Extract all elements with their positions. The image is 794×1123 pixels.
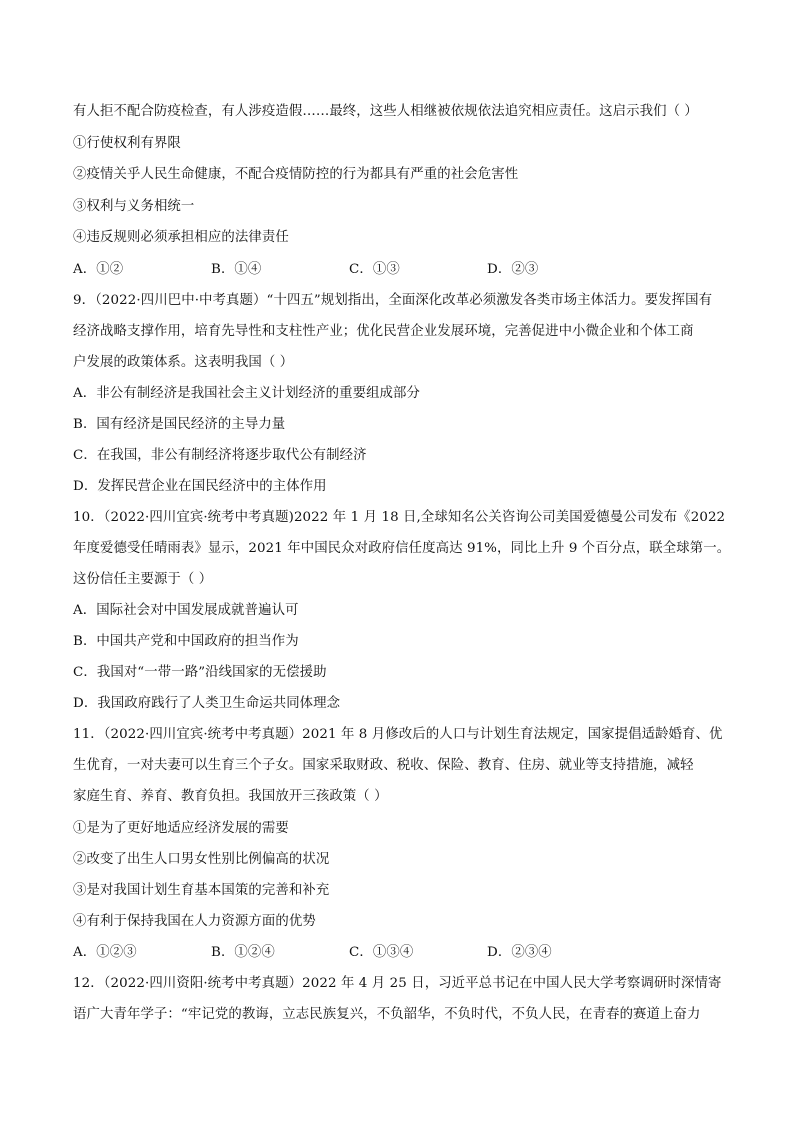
- q11-option-c[interactable]: C．①③④: [349, 945, 414, 960]
- q8-options: [73, 261, 723, 279]
- q9-option-b[interactable]: B．国有经济是国民经济的主导力量: [73, 417, 286, 432]
- q11-item-4: ④有利于保持我国在人力资源方面的优势: [73, 914, 316, 929]
- q12-stem-line-1: 12．（2022·四川资阳·统考中考真题）2022 年 4 月 25 日，习近平总书记在中国人民大学考察调研时深情寄: [73, 976, 722, 991]
- q10-stem-line-1: 10．（2022·四川宜宾·统考中考真题)2022 年 1 月 18 日,全球知名公关咨询公司美国爱德曼公司发布《2022: [73, 510, 726, 525]
- q11-option-a[interactable]: A．①②③: [73, 945, 137, 960]
- q8-item-4: ④违反规则必须承担相应的法律责任: [73, 230, 289, 245]
- q11-item-3: ③是对我国计划生育基本国策的完善和补充: [73, 883, 330, 898]
- q8-option-a[interactable]: A．①②: [73, 262, 124, 277]
- q9-option-a[interactable]: A．非公有制经济是我国社会主义计划经济的重要组成部分: [73, 386, 421, 401]
- q11-option-d[interactable]: D．②③④: [487, 945, 552, 960]
- q9-option-c[interactable]: C．在我国，非公有制经济将逐步取代公有制经济: [73, 448, 367, 463]
- q11-stem-line-3: 家庭生育、养育、教育负担。我国放开三孩政策（ ）: [73, 789, 388, 804]
- q10-option-c[interactable]: C．我国对“一带一路”沿线国家的无偿援助: [73, 665, 327, 680]
- q10-option-b[interactable]: B．中国共产党和中国政府的担当作为: [73, 634, 299, 649]
- q8-option-c[interactable]: C．①③: [349, 262, 400, 277]
- q11-stem-line-2: 生优育，一对夫妻可以生育三个子女。国家采取财政、税收、保险、教育、住房、就业等支持措施，减轻: [73, 758, 694, 773]
- q9-stem-line-1: 9．（2022·四川巴中·中考真题）“十四五”规划指出，全面深化改革必须激发各类市场主体活力。要发挥国有: [73, 293, 713, 308]
- q11-stem-line-1: 11．（2022·四川宜宾·统考中考真题）2021 年 8 月修改后的人口与计划生育法规定，国家提倡适龄婚育、优: [73, 727, 723, 742]
- q8-item-3: ③权利与义务相统一: [73, 199, 195, 214]
- q9-stem-line-2: 经济战略支撑作用，培育先导性和支柱性产业；优化民营企业发展环境，完善促进中小微企业和个体工商: [73, 324, 694, 339]
- q11-item-2: ②改变了出生人口男女性别比例偏高的状况: [73, 852, 330, 867]
- q10-stem-line-3: 这份信任主要源于（ ）: [73, 572, 213, 587]
- q10-option-d[interactable]: D．我国政府践行了人类卫生命运共同体理念: [73, 696, 341, 711]
- q8-stem-tail: 有人拒不配合防疫检查，有人涉疫造假……最终，这些人相继被依规依法追究相应责任。这启示我们（ ）: [73, 104, 698, 119]
- q9-stem-line-3: 户发展的政策体系。这表明我国（ ）: [73, 355, 294, 370]
- q11-item-1: ①是为了更好地适应经济发展的需要: [73, 821, 289, 836]
- q8-option-d[interactable]: D．②③: [487, 262, 539, 277]
- q12-stem-line-2: 语广大青年学子：“牢记党的教诲，立志民族复兴，不负韶华，不负时代，不负人民，在青春的赛道上奋力: [73, 1007, 701, 1022]
- q11-options: [73, 944, 723, 962]
- q10-stem-line-2: 年度爱德受任晴雨表》显示，2021 年中国民众对政府信任度高达 91%，同比上升 9 个百分点，联全球第一。: [73, 541, 731, 556]
- q8-item-1: ①行使权利有界限: [73, 136, 181, 151]
- q9-option-d[interactable]: D．发挥民营企业在国民经济中的主体作用: [73, 479, 327, 494]
- q8-item-2: ②疫情关乎人民生命健康，不配合疫情防控的行为都具有严重的社会危害性: [73, 167, 519, 182]
- q10-option-a[interactable]: A．国际社会对中国发展成就普遍认可: [73, 603, 299, 618]
- q8-option-b[interactable]: B．①④: [211, 262, 262, 277]
- q11-option-b[interactable]: B．①②④: [211, 945, 275, 960]
